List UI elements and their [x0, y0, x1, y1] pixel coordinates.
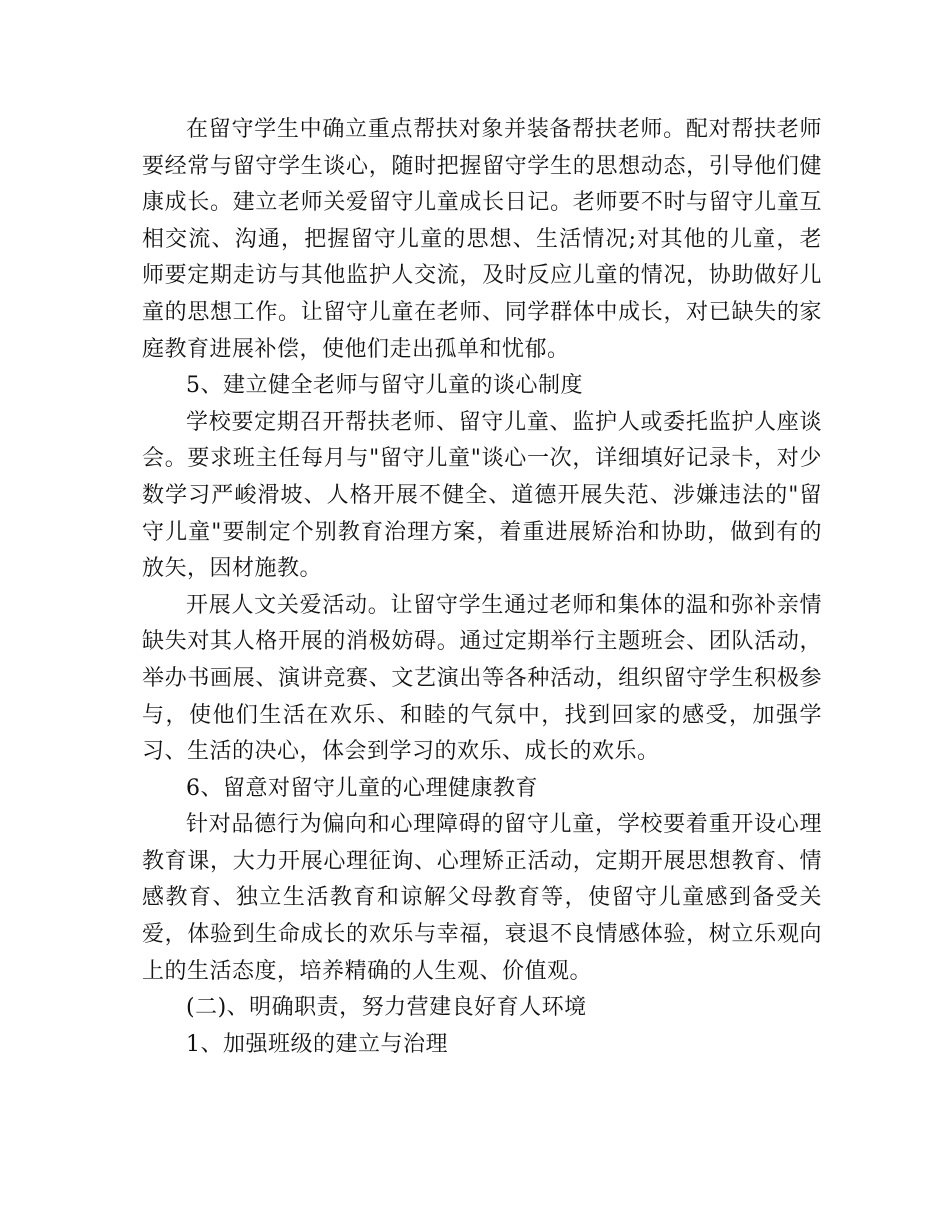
document-page	[142, 112, 822, 1063]
body-paragraph: 开展人文关爱活动。让留守学生通过老师和集体的温和弥补亲情缺失对其人格开展的消极妨碍。通过定期举行主题班会、团队活动，举办书画展、演讲竞赛、文艺演出等各种活动，组织留守学生积极参与，使他们生活在欢乐、和睦的气氛中，找到回家的感受，加强学习、生活的决心，体会到学习的欢乐、成长的欢乐。	[142, 592, 822, 765]
section-heading: 1、加强班级的建立与治理	[186, 1031, 448, 1057]
body-paragraph: 针对品德行为偏向和心理障碍的留守儿童，学校要着重开设心理教育课，大力开展心理征询、心理矫正活动，定期开展思想教育、情感教育、独立生活教育和谅解父母教育等，使留守儿童感到备受关爱，体验到生命成长的欢乐与幸福，衰退不良情感体验，树立乐观向上的生活态度，培养精确的人生观、价值观。	[142, 812, 822, 984]
body-paragraph: 学校要定期召开帮扶老师、留守儿童、监护人或委托监护人座谈会。要求班主任每月与"留守儿童"谈心一次，详细填好记录卡，对少数学习严峻滑坡、人格开展不健全、道德开展失范、涉嫌违法的"留守儿童"要制定个别教育治理方案，着重进展矫治和协助，做到有的放矢，因材施教。	[142, 409, 822, 582]
section-heading: (二)、明确职责，努力营建良好育人环境	[186, 995, 587, 1021]
section-heading: 6、留意对留守儿童的心理健康教育	[186, 775, 538, 801]
section-heading: 5、建立健全老师与留守儿童的谈心制度	[186, 373, 583, 399]
body-paragraph: 在留守学生中确立重点帮扶对象并装备帮扶老师。配对帮扶老师要经常与留守学生谈心，随时把握留守学生的思想动态，引导他们健康成长。建立老师关爱留守儿童成长日记。老师要不时与留守儿童互相交流、沟通，把握留守儿童的思想、生活情况;对其他的儿童，老师要定期走访与其他监护人交流，及时反应儿童的情况，协助做好儿童的思想工作。让留守儿童在老师、同学群体中成长，对已缺失的家庭教育进展补偿，使他们走出孤单和忧郁。	[142, 117, 822, 362]
